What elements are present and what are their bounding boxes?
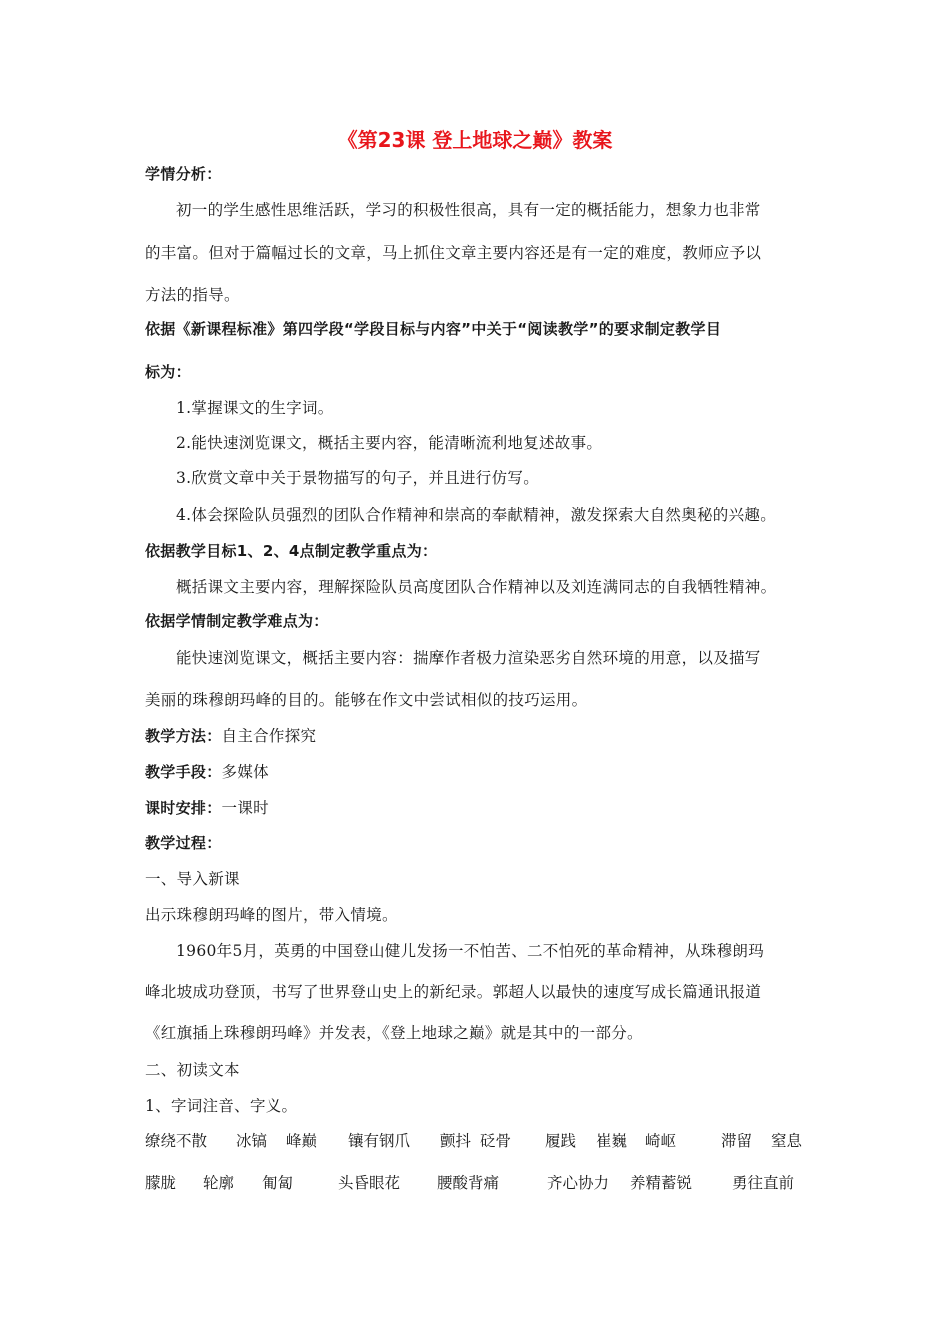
vocab-word: 崎岖 [645,1132,677,1150]
intro-text: 出示珠穆朗玛峰的图片，带入情境。 [145,906,398,924]
vocab-word: 镶有钢爪 [348,1132,411,1150]
teaching-means-value: 多媒体 [221,763,269,781]
teaching-method-label: 教学方法： [145,727,222,745]
class-schedule-label: 课时安排： [145,799,222,817]
teaching-means-label: 教学手段： [145,763,222,781]
vocab-word: 颤抖 [440,1132,472,1150]
goal-item: 2.能快速浏览课文，概括主要内容，能清晰流利地复述故事。 [176,434,603,452]
goals-heading: 依据《新课程标准》第四学段“学段目标与内容”中关于“阅读教学”的要求制定教学目 [145,320,722,338]
class-schedule-value: 一课时 [221,799,269,817]
teaching-method [145,724,316,746]
teaching-method-value: 自主合作探究 [221,727,317,745]
vocab-word: 朦胧 [145,1174,177,1192]
key-points-heading: 依据教学目标1、2、4点制定教学重点为： [145,542,438,560]
document-title: 《第23课 登上地球之巅》教案 [337,128,613,152]
process-heading: 教学过程： [145,834,222,852]
subsection-heading: 1、字词注音、字义。 [145,1097,298,1115]
goals-heading: 标为： [145,363,191,381]
vocab-word: 窒息 [771,1132,803,1150]
section-heading: 二、初读文本 [145,1061,240,1079]
analysis-paragraph-line: 的丰富。但对于篇幅过长的文章，马上抓住文章主要内容还是有一定的难度，教师应予以 [145,244,762,262]
story-line: 《红旗插上珠穆朗玛峰》并发表，《登上地球之巅》就是其中的一部分。 [145,1024,643,1042]
difficulties-heading: 依据学情制定教学难点为： [145,612,329,630]
vocab-word: 腰酸背痛 [437,1174,500,1192]
analysis-paragraph-line: 方法的指导。 [145,286,240,304]
analysis-paragraph-line: 初一的学生感性思维活跃，学习的积极性很高，具有一定的概括能力，想象力也非常 [176,201,761,219]
vocab-word: 砭骨 [480,1132,512,1150]
vocab-word: 崔巍 [596,1132,628,1150]
difficulties-line: 美丽的珠穆朗玛峰的目的。能够在作文中尝试相似的技巧运用。 [145,691,588,709]
vocab-word: 履践 [545,1132,577,1150]
analysis-heading: 学情分析： [145,165,222,183]
goal-item: 3.欣赏文章中关于景物描写的句子，并且进行仿写。 [176,469,539,487]
difficulties-line: 能快速浏览课文，概括主要内容：揣摩作者极力渲染恶劣自然环境的用意，以及描写 [176,649,761,667]
goal-item: 4.体会探险队员强烈的团队合作精神和崇高的奉献精神，激发探索大自然奥秘的兴趣。 [176,506,776,524]
story-line: 峰北坡成功登顶，书写了世界登山史上的新纪录。郭超人以最快的速度写成长篇通讯报道 [145,983,762,1001]
vocab-word: 匍匐 [262,1174,294,1192]
class-schedule [145,796,269,818]
section-heading: 一、导入新课 [145,870,240,888]
vocab-word: 勇往直前 [732,1174,795,1192]
vocab-word: 养精蓄锐 [630,1174,693,1192]
vocab-word: 缭绕不散 [145,1132,208,1150]
story-line: 1960年5月，英勇的中国登山健儿发扬一不怕苦、二不怕死的革命精神，从珠穆朗玛 [176,942,765,960]
vocab-word: 滞留 [721,1132,753,1150]
vocab-word: 峰巅 [286,1132,318,1150]
key-points-text: 概括课文主要内容，理解探险队员高度团队合作精神以及刘连满同志的自我牺牲精神。 [176,578,777,596]
teaching-means [145,760,269,782]
vocab-word: 齐心协力 [547,1174,610,1192]
vocab-word: 冰镐 [236,1132,268,1150]
vocab-word: 轮廓 [203,1174,235,1192]
goal-item: 1.掌握课文的生字词。 [176,399,334,417]
vocab-word: 头昏眼花 [338,1174,401,1192]
